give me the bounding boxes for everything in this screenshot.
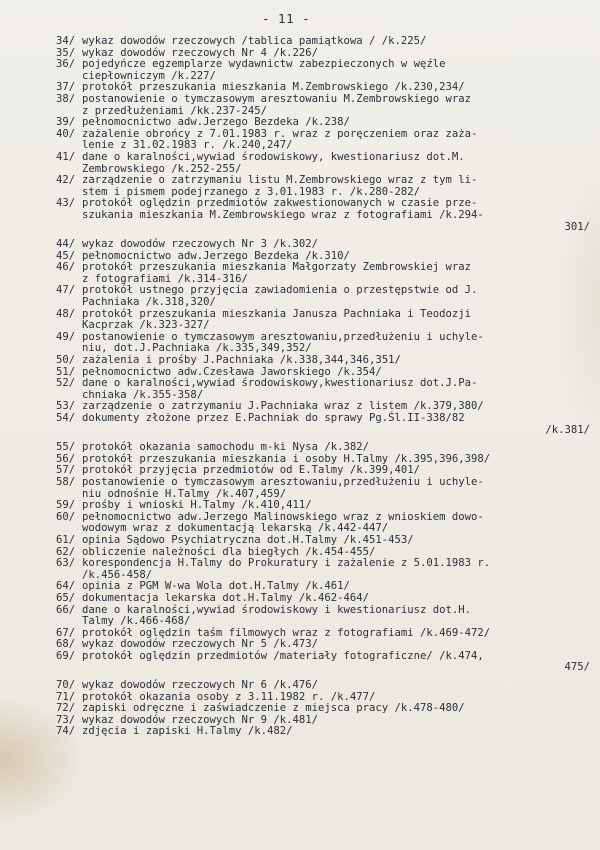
entry-text-line: protokół oględzin taśm filmowych wraz z fotografiami /k.469-472/: [82, 626, 491, 639]
entry-text-line: Talmy /k.466-468/: [82, 615, 191, 628]
entry-number: 55/: [56, 441, 76, 454]
entry-number: 45/: [56, 249, 76, 262]
entry-number: 54/: [56, 412, 76, 424]
entry-number: 53/: [56, 400, 76, 413]
entry-number: 62/: [56, 545, 76, 558]
entry-text-line: stem i pismem podejrzanego z 3.01.1983 r. /k.280-282/: [82, 185, 421, 198]
entry-number: 67/: [56, 626, 76, 639]
entry-text-line: protokół okazania osoby z 3.11.1982 r. /k.477/: [82, 690, 376, 703]
entry-text-line: wykaz dowodów rzeczowych Nr 3 /k.302/: [82, 238, 318, 251]
entry-text-line: zdjęcia i zapiski H.Talmy /k.482/: [82, 725, 293, 738]
entry-text-line: obliczenie należności dla biegłych /k.454-455/: [82, 545, 376, 558]
entry-number: 52/: [56, 377, 76, 390]
list-item: [56, 378, 596, 401]
entry-text-line: dokumentacja lekarska dot.H.Talmy /k.462-464/: [82, 591, 370, 604]
entry-number: 42/: [56, 174, 76, 187]
entry-number: 73/: [56, 713, 76, 726]
entry-text-line: pełnomocnictwo adw.Jerzego Bezdeka /k.310/: [82, 249, 350, 262]
entry-number: 37/: [56, 81, 76, 94]
entry-number: 34/: [56, 35, 76, 47]
entry-number: 51/: [56, 365, 76, 378]
entry-number: 59/: [56, 499, 76, 512]
entry-text-line: protokół przeszukania mieszkania M.Zembrowskiego /k.230,234/: [82, 81, 465, 94]
entry-text-line: pełnomocnictwo adw.Jerzego Malinowskiego wraz z wnioskiem dowo-: [82, 510, 484, 523]
entry-text-line: szukania mieszkania M.Zembrowskiego wraz z fotografiami /k.294-: [82, 208, 484, 221]
entry-text-line: postanowienie o tymczasowym aresztowaniu,przedłużeniu i uchyle-: [82, 330, 484, 343]
entry-number: 35/: [56, 46, 76, 59]
entry-number: 72/: [56, 702, 76, 715]
entry-text-line: wykaz dowodów rzeczowych Nr 4 /k.226/: [82, 46, 318, 59]
entry-text-line: protokół przeszukania mieszkania Małgorzaty Zembrowskiej wraz: [82, 261, 472, 274]
entry-text-line: wykaz dowodów rzeczowych Nr 6 /k.476/: [82, 679, 318, 692]
entry-text-line: wykaz dowodów rzeczowych Nr 9 /k.481/: [82, 713, 318, 726]
list-item: [56, 500, 596, 512]
entry-text-line: protokół przeszukania mieszkania i osoby H.Talmy /k.395,396,398/: [82, 452, 491, 465]
list-item: [56, 285, 596, 308]
list-item: [56, 117, 596, 129]
entry-text-line: protokół przyjęcia przedmiotów od E.Talmy /k.399,401/: [82, 464, 421, 477]
entry-text-line: Kacprzak /k.323-327/: [82, 319, 210, 332]
entry-number: 74/: [56, 725, 76, 738]
entry-text-line: z fotografiami /k.314-316/: [82, 272, 248, 285]
list-item: [56, 239, 596, 251]
entry-number: 63/: [56, 557, 76, 570]
entry-number: 38/: [56, 92, 76, 105]
entry-number: 65/: [56, 591, 76, 604]
entry-text-line: dane o karalności,wywiad środowiskowy, kwestionariusz dot.M.: [82, 150, 465, 163]
entry-number: 40/: [56, 127, 76, 140]
entry-number: 39/: [56, 116, 76, 129]
entry-text-line: pełnomocnictwo adw.Jerzego Bezdeka /k.238/: [82, 116, 350, 129]
entry-text-line: protokół przeszukania mieszkania Janusza Pachniaka i Teodozji: [82, 307, 472, 320]
list-item: [56, 198, 596, 233]
entry-text-line: niu odnośnie H.Talmy /k.407,459/: [82, 487, 287, 500]
list-item: [56, 262, 596, 285]
entry-number: 46/: [56, 261, 76, 274]
entry-number: 49/: [56, 330, 76, 343]
entry-number: 43/: [56, 197, 76, 210]
entry-text-line: opinia Sądowo Psychiatryczna dot.H.Talmy /k.451-453/: [82, 533, 414, 546]
list-item: [56, 651, 596, 674]
entry-text-line: protokół oględzin przedmiotów zakwestionowanych w czasie prze-: [82, 197, 478, 210]
list-item: [56, 332, 596, 355]
list-item: [56, 413, 596, 436]
entry-text-line: z przedłużeniami /kk.237-245/: [82, 104, 267, 117]
entry-number: 66/: [56, 603, 76, 616]
list-item: [56, 59, 596, 82]
entry-number: 69/: [56, 649, 76, 662]
entry-number: 71/: [56, 690, 76, 703]
entry-text-line: protokół oględzin przedmiotów /materiały fotograficzne/ /k.474,: [82, 649, 484, 662]
entry-text-line: Zembrowskiego /k.252-255/: [82, 162, 242, 175]
entry-text-continuation: 301/: [564, 220, 590, 233]
entry-text-line: pojedyńcze egzemplarze wydawnictw zabezpieczonych w węźle: [82, 58, 446, 71]
entry-number: 50/: [56, 354, 76, 367]
entry-number: 36/: [56, 58, 76, 71]
entry-text-line: lenie z 31.02.1983 r. /k.240,247/: [82, 139, 293, 152]
entry-number: 70/: [56, 679, 76, 692]
entry-text-line: dane o karalności,wywiad środowiskowy i kwestionariusz dot.H.: [82, 603, 472, 616]
list-item: [56, 129, 596, 152]
list-item: [56, 477, 596, 500]
entry-number: 56/: [56, 452, 76, 465]
entry-number: 41/: [56, 150, 76, 163]
entry-text-line: Pachniaka /k.318,320/: [82, 296, 216, 309]
entry-number: 60/: [56, 510, 76, 523]
list-item: [56, 175, 596, 198]
entry-text-line: niu, dot.J.Pachniaka /k.335,349,352/: [82, 342, 312, 355]
entry-text-line: protokół ustnego przyjęcia zawiadomienia o przestępstwie od J.: [82, 284, 478, 297]
entry-text-line: dane o karalności,wywiad środowiskowy,kwestionariusz dot.J.Pa-: [82, 377, 478, 390]
entry-text-line: zarządzenie o zatrzymaniu J.Pachniaka wraz z listem /k.379,380/: [82, 400, 484, 413]
list-item: [56, 605, 596, 628]
list-item: [56, 680, 596, 692]
entry-text-line: wykaz dowodów rzeczowych /tablica pamiątkowa / /k.225/: [82, 35, 427, 47]
entry-text-line: wykaz dowodów rzeczowych Nr 5 /k.473/: [82, 638, 318, 651]
entry-text-continuation: 475/: [564, 661, 590, 674]
entry-text-line: postanowienie o tymczasowym aresztowaniu M.Zembrowskiego wraz: [82, 92, 472, 105]
entry-number: 68/: [56, 638, 76, 651]
list-item: [56, 593, 596, 605]
page-number: - 11 -: [262, 11, 311, 26]
entry-text-line: zażalenia i prośby J.Pachniaka /k.338,344,346,351/: [82, 354, 401, 367]
entry-number: 58/: [56, 475, 76, 488]
entry-text-line: zapiski odręczne i zaświadczenie z miejsca pracy /k.478-480/: [82, 702, 465, 715]
entry-text-line: opinia z PGM W-wa Wola dot.H.Talmy /k.461/: [82, 580, 350, 593]
entry-text-line: zażalenie obrońcy z 7.01.1983 r. wraz z poręczeniem oraz zaża-: [82, 127, 478, 140]
list-item: [56, 512, 596, 535]
entry-text-line: prośby i wnioski H.Talmy /k.410,411/: [82, 499, 312, 512]
list-item: [56, 726, 596, 738]
entry-text-line: postanowienie o tymczasowym aresztowaniu,przedłużeniu i uchyle-: [82, 475, 484, 488]
entry-number: 48/: [56, 307, 76, 320]
entry-number: 57/: [56, 464, 76, 477]
entry-number: 44/: [56, 238, 76, 251]
entry-number: 47/: [56, 284, 76, 297]
list-item: [56, 152, 596, 175]
entry-text-line: protokół okazania samochodu m-ki Nysa /k.382/: [82, 441, 370, 454]
entry-text-line: dokumenty złożone przez E.Pachniak do sprawy Pg.Śl.II-338/82: [82, 412, 465, 424]
list-item: [56, 36, 596, 48]
entry-text-line: pełnomocnictwo adw.Czesława Jaworskiego /k.354/: [82, 365, 382, 378]
list-item: [56, 94, 596, 117]
list-item: [56, 535, 596, 547]
entry-number: 64/: [56, 580, 76, 593]
entry-text-line: korespondencja H.Talmy do Prokuratury i zażalenie z 5.01.1983 r.: [82, 557, 491, 570]
list-item: [56, 355, 596, 367]
entry-number: 61/: [56, 533, 76, 546]
entry-text-line: chniaka /k.355-358/: [82, 388, 204, 401]
entry-text-line: wodowym wraz z dokumentacją lekarską /k.442-447/: [82, 522, 389, 535]
entry-text-line: ciepłowniczym /k.227/: [82, 69, 216, 82]
entry-text-continuation: /k.381/: [545, 423, 590, 436]
entry-text-line: zarządzenie o zatrzymaniu listu M.Zembrowskiego wraz z tym li-: [82, 174, 478, 187]
evidence-list: [56, 36, 596, 738]
list-item: [56, 309, 596, 332]
entry-text-line: /k.456-458/: [82, 568, 153, 581]
list-item: [56, 558, 596, 581]
